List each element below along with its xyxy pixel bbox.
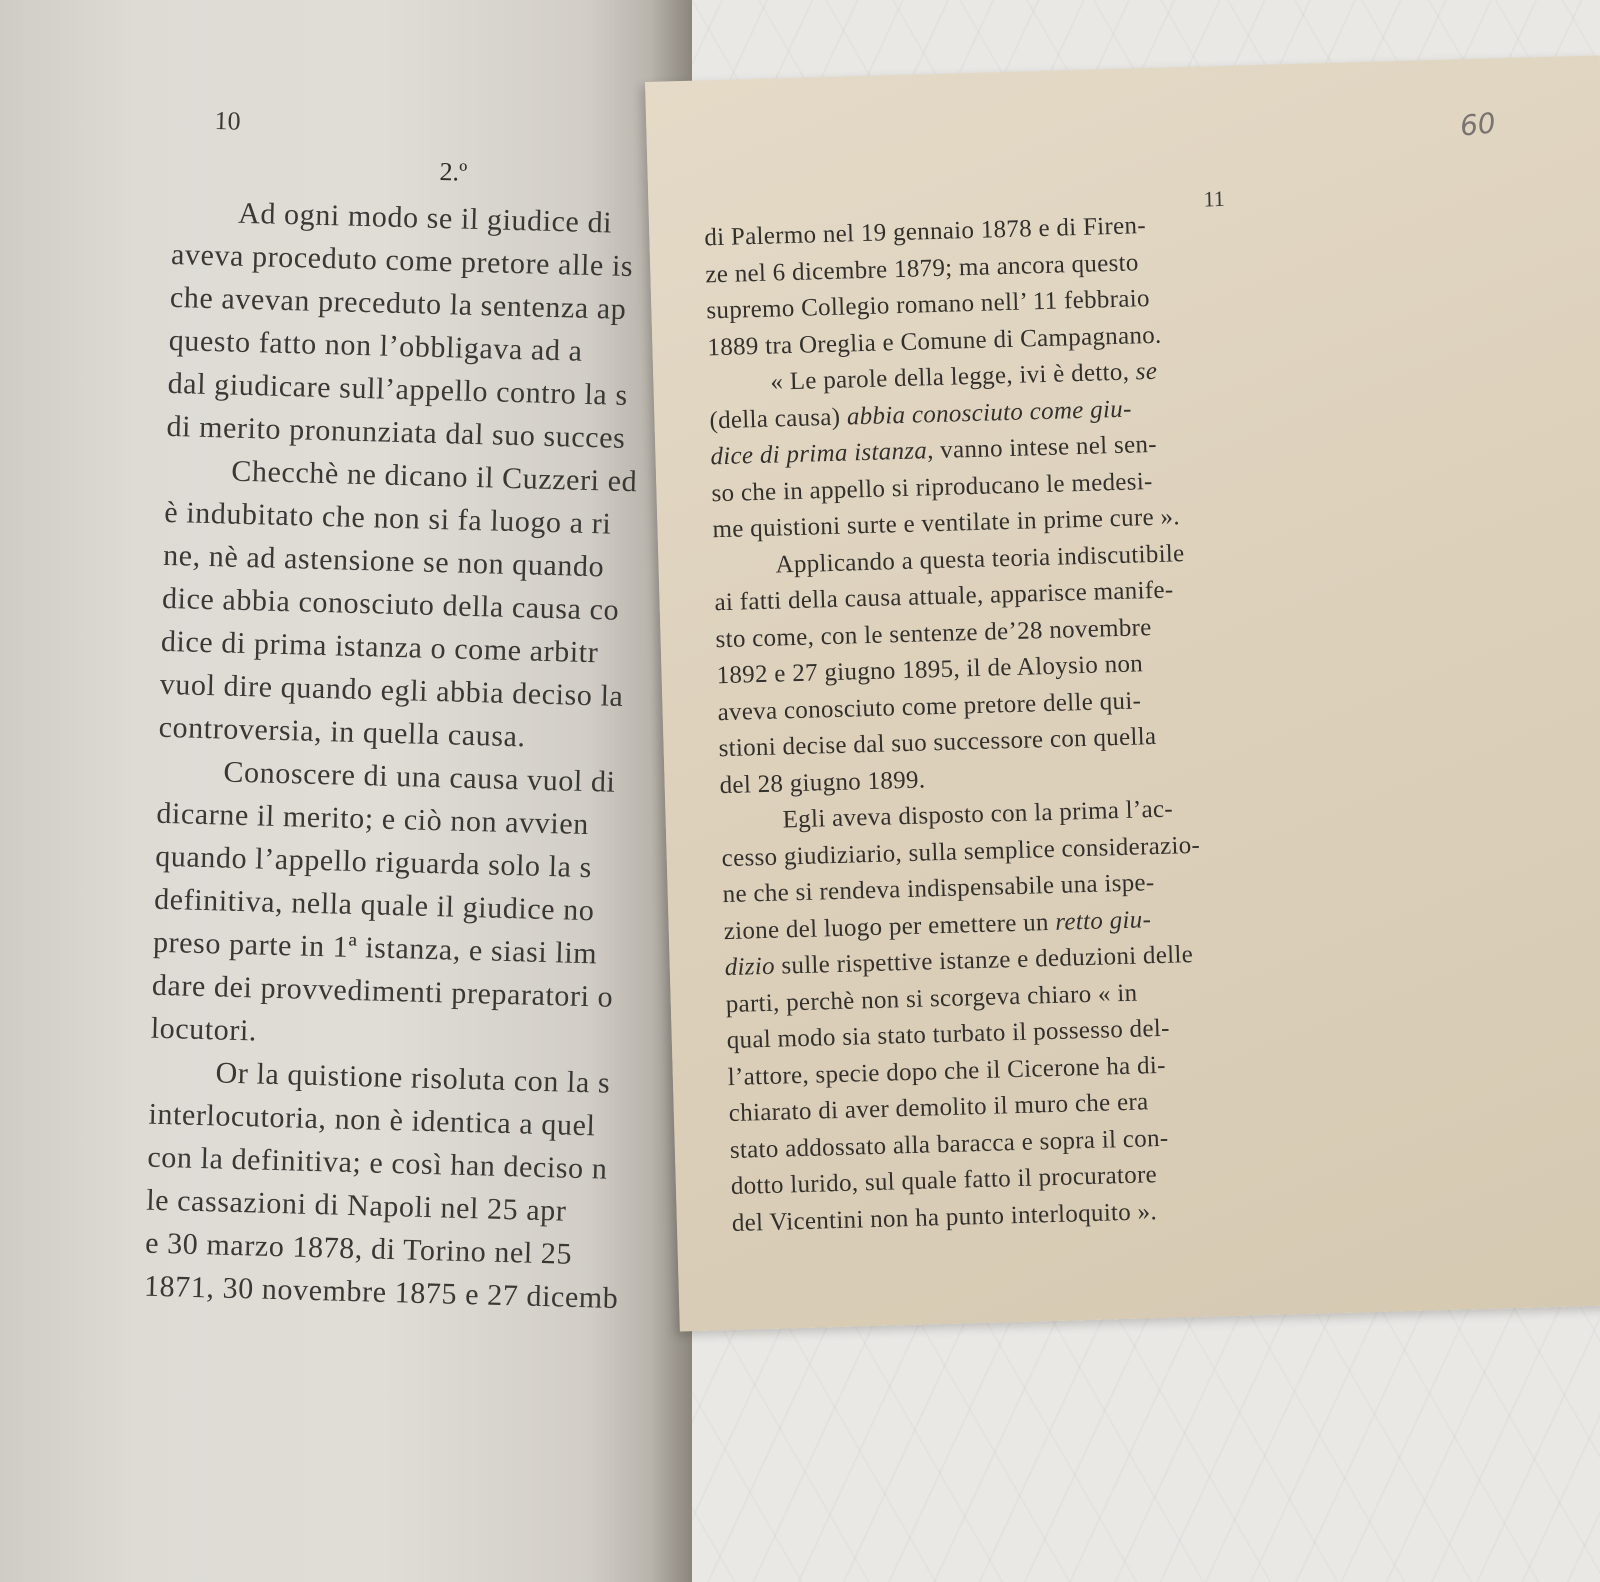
text-run: Egli aveva disposto con la prima l’ac- xyxy=(782,795,1174,834)
text-line: dare dei provvedimenti preparatori o xyxy=(151,968,614,1014)
italic-run: dice di prima istanza xyxy=(710,437,928,471)
text-run: ze nel 6 dicembre 1879; ma ancora questo xyxy=(705,248,1139,288)
page-number-left: 10 xyxy=(214,106,241,136)
text-line: Conoscere di una causa vuol di xyxy=(223,755,616,799)
pencil-annotation: 60 xyxy=(1458,106,1498,143)
text-run: « Le parole della legge, ivi è detto, xyxy=(770,358,1137,396)
italic-run: abbia conosciuto come giu- xyxy=(846,395,1132,430)
text-run: del 28 giugno 1899. xyxy=(719,765,926,799)
text-line: interlocutoria, non è identica a quel xyxy=(148,1097,596,1143)
text-run: 1892 e 27 giugno 1895, il de Aloysio non xyxy=(716,650,1144,690)
text-run: sulle rispettive istanze e deduzioni delle xyxy=(774,941,1194,980)
text-run: stato addossato alla baracca e sopra il con- xyxy=(729,1124,1169,1164)
text-run: sto come, con le sentenze de’28 novembre xyxy=(715,613,1152,653)
text-line: di merito pronunziata dal suo succes xyxy=(166,409,626,455)
text-line: Ad ogni modo se il giudice di xyxy=(237,196,613,240)
text-line: dice abbia conosciuto della causa co xyxy=(161,581,620,627)
text-line: che avevan preceduto la sentenza ap xyxy=(169,280,627,326)
text-run: parti, perchè non si scorgeva chiaro « in xyxy=(725,979,1138,1018)
text-run: zione del luogo per emettere un xyxy=(723,908,1056,945)
text-line: preso parte in 1ª istanza, e siasi lim xyxy=(152,925,598,971)
text-line: le cassazioni di Napoli nel 25 apr xyxy=(145,1183,567,1228)
text-line: controversia, in quella causa. xyxy=(158,710,527,754)
right-page-content xyxy=(703,185,1292,1242)
text-run: stioni decise dal suo successore con quella xyxy=(718,722,1157,763)
text-run: l’attore, specie dopo che il Cicerone ha di- xyxy=(727,1051,1167,1091)
text-run: del Vicentini non ha punto interloquito ». xyxy=(731,1197,1158,1237)
text-line: Or la quistione risoluta con la s xyxy=(215,1056,611,1100)
text-run: (della causa) xyxy=(709,402,848,434)
text-line: è indubitato che non si fa luogo a ri xyxy=(163,495,612,541)
text-line: questo fatto non l’obbligava ad a xyxy=(168,323,583,368)
text-run: dotto lurido, sul quale fatto il procuratore xyxy=(730,1161,1158,1201)
left-page-content xyxy=(144,105,692,1322)
text-line: definitiva, nella quale il giudice no xyxy=(153,882,595,928)
text-run: di Palermo nel 19 gennaio 1878 e di Firen- xyxy=(703,212,1147,252)
right-page-text xyxy=(704,205,1292,1242)
text-line: dice di prima istanza o come arbitr xyxy=(160,624,599,670)
text-line: Checchè ne dicano il Cuzzeri ed xyxy=(231,454,638,499)
text-run: ai fatti della causa attuale, apparisce manife- xyxy=(714,576,1174,617)
italic-run: dizio xyxy=(724,952,776,982)
text-run: Applicando a questa teoria indiscutibile xyxy=(775,539,1185,579)
text-line: dicarne il merito; e ciò non avvien xyxy=(156,796,590,842)
section-number: 2.º xyxy=(439,156,468,187)
text-line: con la definitiva; e così han deciso n xyxy=(147,1140,608,1186)
text-run: chiarato di aver demolito il muro che era xyxy=(728,1088,1149,1128)
text-run: aveva conosciuto come pretore delle qui- xyxy=(717,686,1142,726)
text-run: cesso giudiziario, sulla semplice considerazio- xyxy=(721,831,1201,872)
text-run: qual modo sia stato turbato il possesso del- xyxy=(726,1014,1171,1055)
italic-run: retto giu- xyxy=(1054,905,1152,936)
text-run: 1889 tra Oreglia e Comune di Campagnano. xyxy=(707,321,1162,361)
text-line: ne, nè ad astensione se non quando xyxy=(162,538,605,584)
text-line: locutori. xyxy=(150,1011,258,1048)
text-run: ne che si rendeva indispensabile una ispe- xyxy=(722,869,1155,909)
text-run: supremo Collegio romano nell’ 11 febbraio xyxy=(706,284,1151,325)
text-run: , vanno intese nel sen- xyxy=(926,430,1158,465)
text-line: dal giudicare sull’appello contro la s xyxy=(167,366,629,412)
text-line: e 30 marzo 1878, di Torino nel 25 xyxy=(144,1226,573,1271)
text-run: me quistioni surte e ventilate in prime cure ». xyxy=(712,503,1181,544)
page-number-right: 11 xyxy=(1203,185,1226,212)
right-page xyxy=(645,55,1600,1331)
left-page xyxy=(0,0,692,1582)
text-run: so che in appello si riproducano le medesi- xyxy=(711,467,1153,507)
text-line: vuol dire quando egli abbia deciso la xyxy=(159,667,624,713)
text-line: quando l’appello riguarda solo la s xyxy=(154,839,593,885)
left-page-text xyxy=(144,190,692,1322)
text-line: 1871, 30 novembre 1875 e 27 dicemb xyxy=(143,1269,619,1316)
text-line: aveva proceduto come pretore alle is xyxy=(170,237,634,284)
italic-run: se xyxy=(1135,357,1158,386)
